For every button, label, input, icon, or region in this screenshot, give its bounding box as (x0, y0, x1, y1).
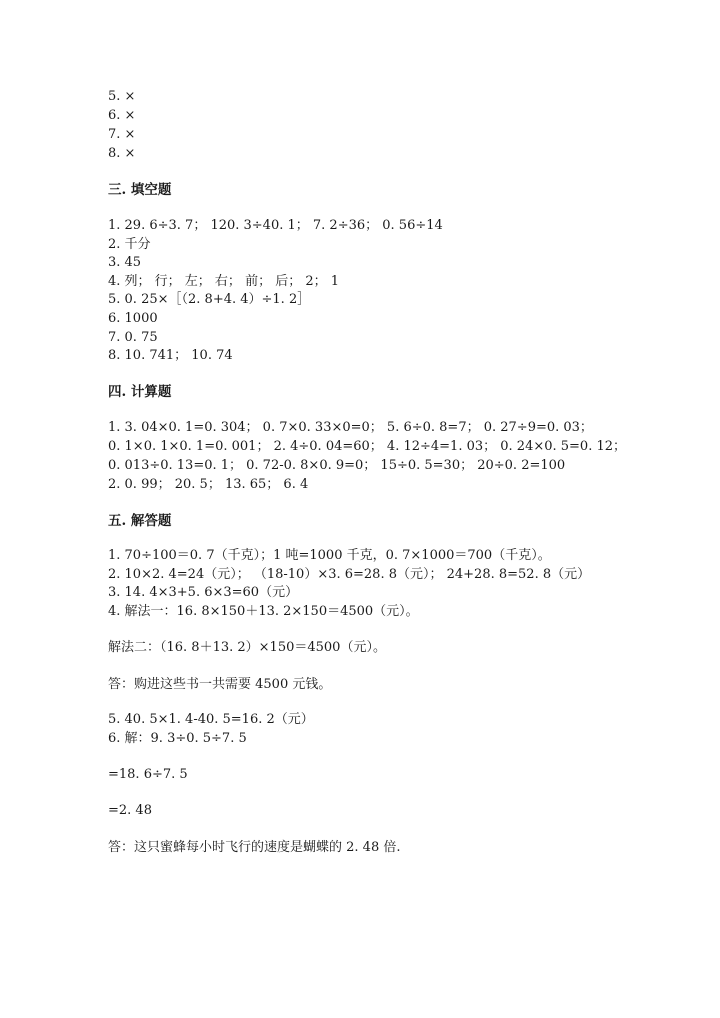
answer-line: 2. 0. 99； 20. 5； 13. 65； 6. 4 (108, 477, 309, 492)
answer-line: 1. 29. 6÷3. 7； 120. 3÷40. 1； 7. 2÷36； 0. 56÷14 (108, 218, 443, 233)
answer-line: =18. 6÷7. 5 (108, 767, 188, 782)
answer-line: 答：购进这些书一共需要 4500 元钱。 (108, 677, 332, 692)
answer-line: 6. 1000 (108, 311, 158, 326)
answer-line: 答：这只蜜蜂每小时飞行的速度是蝴蝶的 2. 48 倍. (108, 840, 401, 855)
answer-line: 2. 千分 (108, 237, 151, 252)
answer-line: 5. 40. 5×1. 4-40. 5=16. 2（元） (108, 712, 314, 727)
answer-line: 8. × (108, 146, 136, 161)
answer-line: 0. 1×0. 1×0. 1=0. 001； 2. 4÷0. 04=60； 4. 12÷4=1. 03； 0. 24×0. 5=0. 12； (108, 439, 627, 454)
answer-line: 4. 解法一：16. 8×150＋13. 2×150＝4500（元）。 (108, 604, 419, 619)
answer-line: 解法二：（16. 8＋13. 2）×150＝4500（元）。 (108, 640, 386, 655)
answer-line: 6. × (108, 108, 136, 123)
answer-line: 8. 10. 741； 10. 74 (108, 348, 233, 363)
answer-line: 3. 45 (108, 255, 142, 270)
answer-line: 5. × (108, 89, 136, 104)
answer-line: 0. 013÷0. 13=0. 1； 0. 72-0. 8×0. 9=0； 15÷0. 5=30； 20÷0. 2=100 (108, 458, 566, 473)
section-heading-word-problems: 五. 解答题 (108, 513, 172, 529)
answer-line: 7. 0. 75 (108, 330, 158, 345)
answer-line: =2. 48 (108, 803, 152, 818)
section-heading-calculation: 四. 计算题 (108, 384, 172, 400)
answer-line: 2. 10×2. 4=24（元）； （18-10）×3. 6=28. 8（元）； 24+28. 8=52. 8（元） (108, 567, 591, 582)
answer-line: 7. × (108, 127, 136, 142)
answer-line: 4. 列； 行； 左； 右； 前； 后； 2； 1 (108, 274, 340, 289)
answer-line: 1. 3. 04×0. 1=0. 304； 0. 7×0. 33×0=0； 5. 6÷0. 8=7； 0. 27÷9=0. 03； (108, 420, 593, 435)
answer-line: 3. 14. 4×3+5. 6×3=60（元） (108, 585, 299, 600)
answer-line: 1. 70÷100＝0. 7（千克）；1 吨=1000 千克，0. 7×1000＝700（千克）。 (108, 548, 551, 563)
answer-line: 5. 0. 25×［（2. 8+4. 4）÷1. 2］ (108, 292, 311, 307)
answer-line: 6. 解：9. 3÷0. 5÷7. 5 (108, 731, 247, 746)
section-heading-fill-blank: 三. 填空题 (108, 182, 172, 198)
